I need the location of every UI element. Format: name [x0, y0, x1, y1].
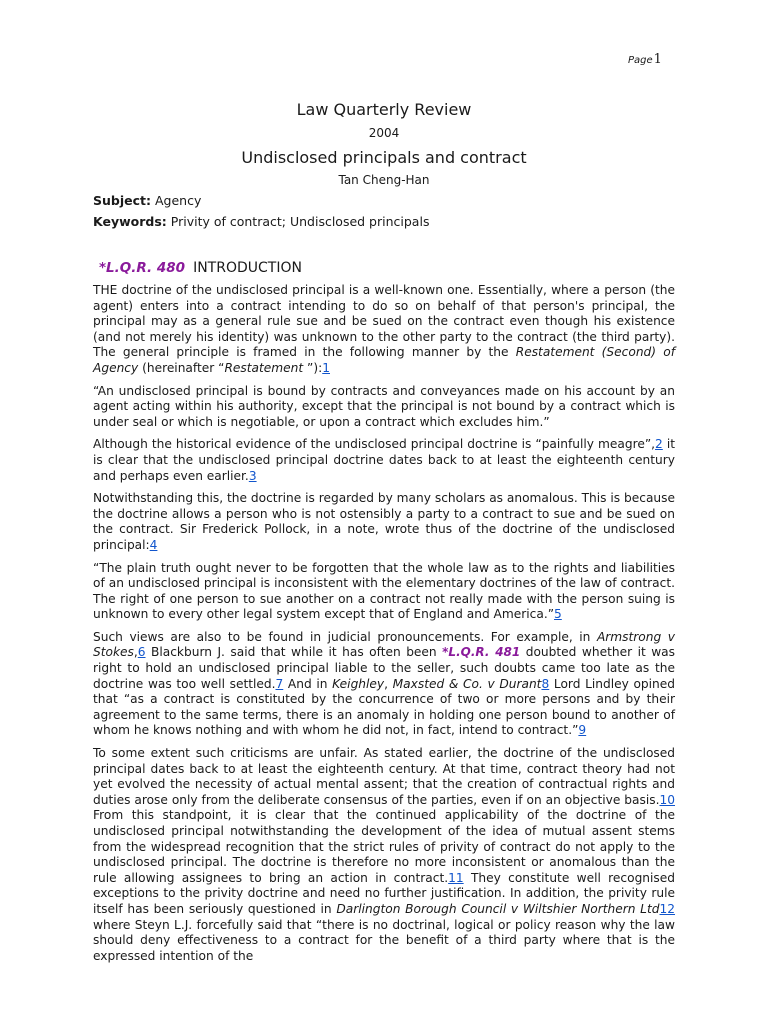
footnote-link[interactable]: 12: [659, 901, 675, 916]
subject-line: [93, 193, 201, 208]
page-number-value: 1: [653, 52, 662, 67]
paragraph-2-quote: “An undisclosed principal is bound by contracts and conveyances made on his account by an agent acting within his authority, except that the principal is not bound by a contract which is under seal or which is negotiable, or upon a contract which excludes him.”: [93, 383, 675, 429]
paragraph-4: Notwithstanding this, the doctrine is regarded by many scholars as anomalous. This is because the doctrine allows a person who is not ostensibly a party to a contract to sue and be sued on the contract. Sir Frederick Pollock, in a note, wrote thus of the doctrine of the undisclosed principal:4: [93, 491, 675, 552]
keywords-label: Keywords:: [93, 214, 167, 229]
subject-value: Agency: [154, 193, 202, 208]
journal-title: Law Quarterly Review: [296, 100, 472, 119]
footnote-link[interactable]: 10: [659, 792, 675, 807]
footnote-link[interactable]: 3: [248, 468, 257, 483]
heading-text: INTRODUCTION: [193, 260, 302, 276]
publication-year: 2004: [368, 126, 400, 140]
page-number: [628, 52, 662, 67]
section-heading: [99, 260, 302, 276]
footnote-link[interactable]: 5: [554, 607, 562, 622]
paragraph-6: Such views are also to be found in judicial pronouncements. For example, in Armstrong v Stokes,6 Blackburn J. said that while it has often been *L.Q.R. 481 doubted whether it was right to hold an undisclosed principal liable to the seller, such doubts came too late as the doctrine was too well settled.7 And in Keighley, Maxsted & Co. v Durant8 Lord Lindley opined that “as a contract is constituted by the concurrence of two or more persons and by their agreement to the same terms, there is an anomaly in holding one person bound to another of whom he knows nothing and with whom he did not, in fact, intend to contract.”9: [93, 629, 676, 738]
footnote-link[interactable]: 9: [578, 723, 587, 738]
footnote-link[interactable]: 2: [655, 437, 663, 452]
footnote-link[interactable]: 8: [541, 676, 550, 691]
keywords-line: [93, 214, 429, 229]
subject-label: Subject:: [93, 193, 151, 208]
paragraph-3: Although the historical evidence of the undisclosed principal doctrine is “painfully meagre”,2 it is clear that the undisclosed principal doctrine dates back to at least the eighteenth century and perhaps even earlier.3: [93, 437, 676, 483]
paragraph-5-quote: “The plain truth ought never to be forgotten that the whole law as to the rights and liabilities of an undisclosed principal is inconsistent with the elementary doctrines of the law of contract. The right of one person to sue another on a contract not really made with the person suing is unknown to every other legal system except that of England and America.”5: [93, 560, 675, 622]
footnote-link[interactable]: 4: [149, 537, 158, 552]
page-label: Page: [628, 55, 653, 66]
paragraph-1: THE doctrine of the undisclosed principal is a well-known one. Essentially, where a person (the agent) enters into a contract intending to do so on behalf of that person's principal, the principal may as a general rule sue and be sued on the contract even though his existence (and not merely his identity) was unknown to the other party to the contract (the third party). The general principle is framed in the following manner by the Restatement (Second) of Agency (hereinafter “Restatement ”):1: [93, 283, 675, 375]
paragraph-7: To some extent such criticisms are unfair. As stated earlier, the doctrine of the undisclosed principal dates back to at least the eighteenth century. At that time, contract theory had not yet evolved the necessity of actual mental assent; that the creation of contractual rights and duties arose only from the deliberate consensus of the parties, even if on an objective basis.10 From this standpoint, it is clear that the continued applicability of the doctrine of the undisclosed principal notwithstanding the development of the idea of mutual assent stems from the widespread recognition that the strict rules of privity of contract do not apply to the undisclosed principal. The doctrine is therefore no more inconsistent or anomalous than the rule allowing assignees to bring an action in contract.11 They constitute well recognised exceptions to the privity doctrine and need no further justification. In addition, the privity rule itself has been seriously questioned in Darlington Borough Council v Wiltshier Northern Ltd12 where Steyn L.J. forcefully said that “there is no doctrinal, logical or policy reason why the law should deny effectiveness to a contract for the benefit of a third party where that is the expressed intention of the: [93, 746, 676, 963]
footnote-link[interactable]: 6: [137, 645, 146, 660]
article-body: [93, 283, 675, 971]
article-title: Undisclosed principals and contract: [241, 148, 527, 167]
footnote-link[interactable]: 7: [275, 676, 284, 691]
footnote-link[interactable]: 11: [448, 870, 464, 885]
lqr-page-marker: *L.Q.R. 481: [442, 645, 521, 660]
footnote-link[interactable]: 1: [322, 360, 330, 375]
article-author: Tan Cheng-Han: [338, 173, 430, 187]
lqr-page-marker: *L.Q.R. 480: [99, 260, 186, 276]
keywords-value: Privity of contract; Undisclosed principals: [170, 214, 430, 229]
